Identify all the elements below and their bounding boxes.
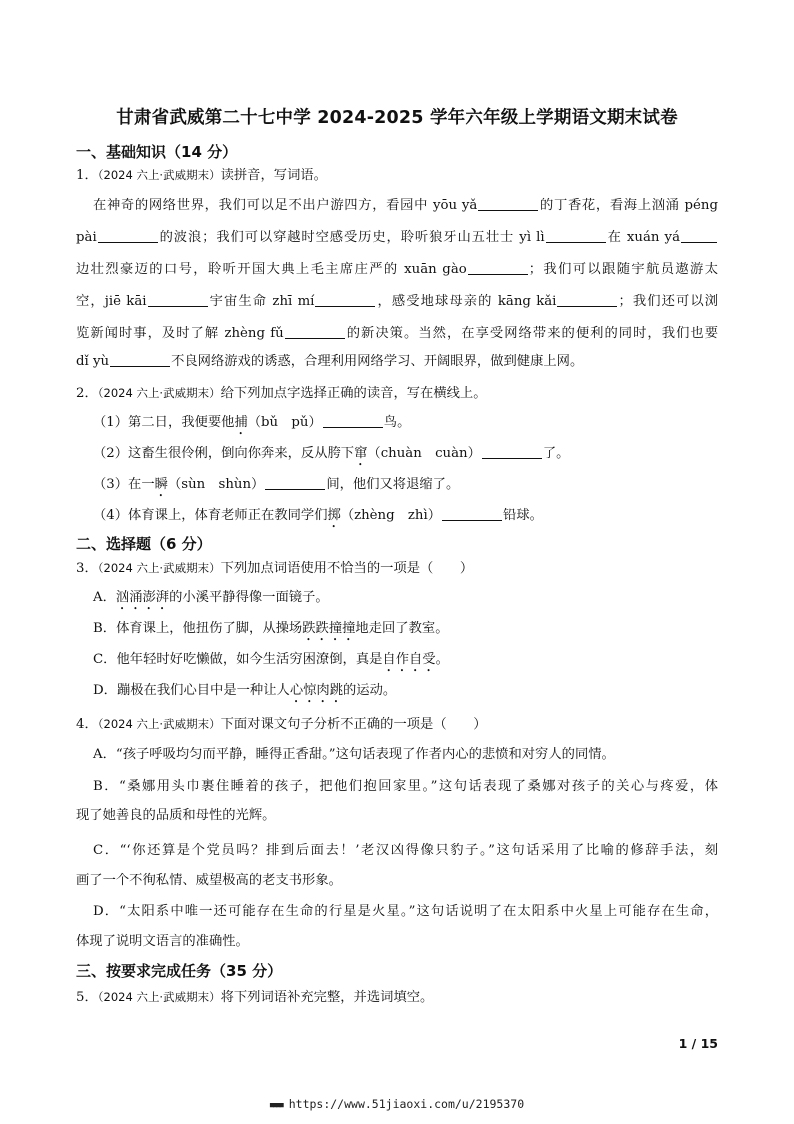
answer-blank[interactable]: [468, 260, 528, 275]
answer-blank[interactable]: [98, 228, 158, 243]
q3-option-d[interactable]: D．蹦极在我们心目中是一种让人心惊肉跳的运动。: [93, 683, 397, 698]
q4-option-d[interactable]: D．“太阳系中唯一还可能存在生命的行星是火星。”这句话说明了在太阳系中火星上可能存在生命，: [93, 904, 718, 919]
q4-option-b-cont: 现了她善良的品质和母性的光辉。: [76, 808, 276, 823]
answer-blank[interactable]: [265, 475, 325, 490]
q2-item-3: （3）在一瞬（sùn shùn） 间，他们又将退缩了。: [93, 477, 460, 492]
q1-line-5: 览新闻时事，及时了解 zhèng fǔ 的新决策。当然，在享受网络带来的便利的同时，我们也要: [76, 326, 719, 341]
q4-option-d-cont: 体现了说明文语言的准确性。: [76, 934, 249, 949]
section-3-heading: 三、按要求完成任务（35 分）: [76, 962, 283, 980]
section-1-heading: 一、基础知识（14 分）: [76, 143, 238, 161]
footer-url[interactable]: https://www.51jiaoxi.com/u/2195370: [288, 1097, 525, 1111]
answer-blank[interactable]: [557, 292, 617, 307]
question-5-header: 5．（2024 六上·武威期末）将下列词语补充完整，并选词填空。: [76, 990, 434, 1005]
section-2-heading: 二、选择题（6 分）: [76, 535, 212, 553]
q2-item-1: （1）第二日，我便要他捕（bǔ pǔ） 鸟。: [93, 415, 411, 430]
answer-blank[interactable]: [148, 292, 208, 307]
q1-line-1: 在神奇的网络世界，我们可以足不出户游四方，看园中 yōu yǎ 的丁香花，看海上汹涌 péng: [93, 198, 718, 213]
answer-blank[interactable]: [323, 413, 383, 428]
q1-line-2: pài 的波浪；我们可以穿越时空感受历史，聆听狼牙山五壮士 yì lì 在 xuán yá: [76, 228, 718, 248]
q1-line-3: 边壮烈豪迈的口号，聆听开国大典上毛主席庄严的 xuān gào ；我们可以跟随宇航员遨游太: [76, 262, 719, 277]
exam-title: 甘肃省武威第二十七中学 2024-2025 学年六年级上学期语文期末试卷: [116, 108, 678, 128]
question-2-header: 2．（2024 六上·武威期末）给下列加点字选择正确的读音，写在横线上。: [76, 386, 487, 401]
answer-blank[interactable]: [681, 228, 717, 243]
q4-option-b[interactable]: B．“桑娜用头巾裹住睡着的孩子，把他们抱回家里。”这句话表现了桑娜对孩子的关心与疼爱，体: [93, 779, 718, 794]
answer-blank[interactable]: [482, 444, 542, 459]
answer-blank[interactable]: [546, 228, 606, 243]
q3-option-a[interactable]: A．汹涌澎湃的小溪平静得像一面镜子。: [93, 590, 329, 605]
question-1-header: 1．（2024 六上·武威期末）读拼音，写词语。: [76, 168, 327, 183]
q2-item-4: （4）体育课上，体育老师正在教同学们掷（zhèng zhì） 铅球。: [93, 508, 543, 523]
question-3-header: 3．（2024 六上·武威期末）下列加点词语使用不恰当的一项是（ ）: [76, 561, 474, 576]
question-4-header: 4．（2024 六上·武威期末）下面对课文句子分析不正确的一项是（ ）: [76, 717, 487, 732]
answer-blank[interactable]: [285, 324, 345, 339]
answer-blank[interactable]: [478, 196, 538, 211]
q4-option-c[interactable]: C．“‘你还算是个党员吗？排到后面去！’老汉凶得像只豹子。”这句话采用了比喻的修辞手法，刻: [93, 843, 718, 858]
q3-option-c[interactable]: C．他年轻时好吃懒做，如今生活穷困潦倒，真是自作自受。: [93, 652, 449, 667]
answer-blank[interactable]: [442, 506, 502, 521]
q4-option-a[interactable]: A．“孩子呼吸均匀而平静，睡得正香甜。”这句话表现了作者内心的悲愤和对穷人的同情。: [93, 747, 615, 762]
q3-option-b[interactable]: B．体育课上，他扭伤了脚，从操场跌跌撞撞地走回了教室。: [93, 621, 449, 636]
q1-line-4: 空，jiē kāi 宇宙生命 zhī mí ，感受地球母亲的 kāng kǎi ；我们还可以浏: [76, 294, 718, 309]
answer-blank[interactable]: [315, 292, 375, 307]
footer: [0, 1097, 794, 1111]
answer-blank[interactable]: [110, 352, 170, 367]
q1-line-6: dǐ yù 不良网络游戏的诱惑，合理利用网络学习、开阔眼界，做到健康上网。: [76, 354, 584, 369]
footer-logo-mark: ■■■■: [269, 1101, 283, 1109]
q2-item-2: （2）这畜生很伶俐，倒向你奔来，反从胯下窜（chuàn cuàn） 了。: [93, 446, 570, 461]
q4-option-c-cont: 画了一个不徇私情、威望极高的老支书形象。: [76, 873, 342, 888]
page-number: 1 / 15: [678, 1036, 718, 1051]
